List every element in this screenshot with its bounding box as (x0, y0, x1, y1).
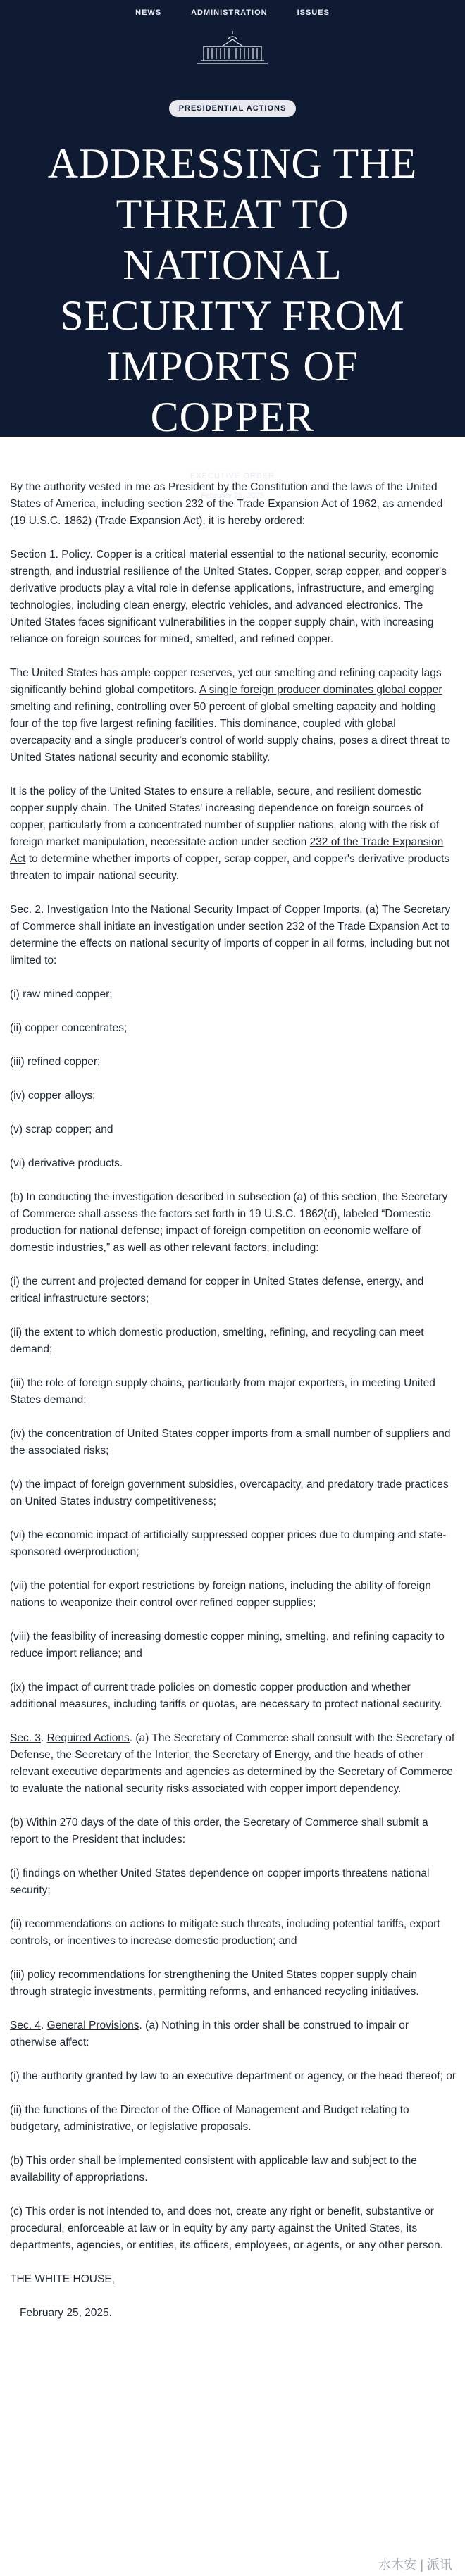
list-item: (ix) the impact of current trade policies on domestic copper production and whether additional measures, including tariffs or quotas, are necessary to protect national security. (10, 1681, 442, 1710)
nav-issues[interactable]: ISSUES (297, 8, 330, 17)
section-1: Section 1. Policy. Copper is a critical material essential to the national security, economic strength, and industrial resilience of the United States. Copper, scrap copper, and copper's derivative products play a vital role in defense applications, infrastructure, and emerging technologies, including clean energy, electric vehicles, and advanced electronics. The United States faces significant vulnerabilities in the copper supply chain, with increasing reliance on foreign sources for mined, smelted, and refined copper. (10, 549, 447, 645)
list-item: (ii) the functions of the Director of the Office of Management and Budget relating to budgetary, administrative, or legislative proposals. (10, 2104, 409, 2133)
list-item: (ii) recommendations on actions to mitigate such threats, including potential tariffs, export controls, or incentives to increase domestic production; and (10, 1918, 440, 1947)
paragraph-2: The United States has ample copper reserves, yet our smelting and refining capacity lags significantly behind global competitors. A single foreign producer dominates global copper smelting and refining, controlling over 50 percent of global smelting capacity and holding four of the top five largest refining facilities. This dominance, coupled with global overcapacity and a single producer's control of world supply chains, poses a direct threat to United States national security and economic stability. (10, 667, 451, 764)
publish-date: February 25, 2025 (201, 492, 264, 500)
section-4-b: (b) This order shall be implemented consistent with applicable law and subject to the availability of appropriations. (10, 2155, 417, 2184)
list-item: (v) scrap copper; and (10, 1124, 113, 1135)
list-item: (ii) copper concentrates; (10, 1022, 128, 1034)
nav-administration[interactable]: ADMINISTRATION (191, 8, 268, 17)
list-item: (v) the impact of foreign government subsidies, overcapacity, and predatory trade practices on United States industry competitiveness; (10, 1479, 449, 1507)
trade-act-link[interactable]: 232 of the Trade Expansion Act (10, 836, 444, 865)
list-item: (iv) the concentration of United States copper imports from a small number of suppliers and the associated risks; (10, 1428, 451, 1457)
document-type: EXECUTIVE ORDER (190, 472, 275, 480)
list-item: (iii) policy recommendations for strengthening the United States copper supply chain through strategic investments, permitting reforms, and enhanced recycling initiatives. (10, 1969, 419, 1998)
section-2: Sec. 2. Investigation Into the National Security Impact of Copper Imports. (a) The Secretary of Commerce shall initiate an investigation under section 232 of the Trade Expansion Act to determine the effects on national security of imports of copper in all forms, including but not limited to: (10, 904, 451, 966)
closing: THE WHITE HOUSE, (10, 2273, 115, 2285)
closing-date: February 25, 2025. (20, 2307, 112, 2319)
usc-link[interactable]: 19 U.S.C. 1862 (13, 515, 89, 527)
section-3: Sec. 3. Required Actions. (a) The Secretary of Commerce shall consult with the Secretary of Defense, the Secretary of the Interior, the Secretary of Energy, and the heads of other relevant executive departments and agencies as determined by the Secretary of Commerce to evaluate the national security risks associated with copper import dependency. (10, 1732, 455, 1795)
section-2-b: (b) In conducting the investigation described in subsection (a) of this section, the Secretary of Commerce shall assess the factors set forth in 19 U.S.C. 1862(d), labeled “Domestic production for national defense; impact of foreign competition on economic welfare of domestic industries,” as well as other relevant factors, including: (10, 1191, 448, 1254)
list-item: (ii) the extent to which domestic production, smelting, refining, and recycling can meet demand; (10, 1326, 424, 1355)
list-item: (i) the authority granted by law to an executive department or agency, or the head thereof; or (10, 2070, 456, 2082)
list-item: (iv) copper alloys; (10, 1090, 96, 1102)
white-house-logo-icon[interactable] (194, 31, 271, 66)
list-item: (vi) the economic impact of artificially suppressed copper prices due to dumping and state-sponsored overproduction; (10, 1529, 447, 1558)
top-nav (0, 0, 465, 17)
list-item: (vi) derivative products. (10, 1157, 123, 1169)
hero-banner (0, 0, 465, 500)
list-item: (i) raw mined copper; (10, 988, 113, 1000)
page-title: ADDRESSING THE THREAT TO NATIONAL SECURITY FROM IMPORTS OF COPPER (47, 140, 418, 440)
intro-paragraph: By the authority vested in me as President by the Constitution and the laws of the United States of America, including section 232 of the Trade Expansion Act of 1962, as amended (19 U.S.C. 1862) (Trade Expansion Act), it is hereby ordered: (10, 481, 443, 527)
source-link[interactable]: A single foreign producer dominates global copper smelting and refining, controlling over 50 percent of global smelting capacity and holding four of the top five largest refining facilities. (10, 684, 442, 730)
section-4-c: (c) This order is not intended to, and does not, create any right or benefit, substantive or procedural, enforceable at law or in equity by any party against the United States, its departments, agencies, or entities, its officers, employees, or agents, or any other person. (10, 2205, 443, 2251)
paragraph-3: It is the policy of the United States to ensure a reliable, secure, and resilient domestic copper supply chain. The United States' increasing dependence on foreign sources of copper, particularly from a concentrated number of supplier nations, along with the risk of foreign market manipulation, necessitate action under section 232 of the Trade Expansion Act to determine whether imports of copper, scrap copper, and copper's derivative products threaten to impair national security. (10, 785, 450, 882)
list-item: (iii) refined copper; (10, 1056, 101, 1068)
section-3-b: (b) Within 270 days of the date of this order, the Secretary of Commerce shall submit a report to the President that includes: (10, 1817, 428, 1846)
list-item: (viii) the feasibility of increasing domestic copper mining, smelting, and refining capacity to reduce import reliance; and (10, 1631, 445, 1660)
section-4: Sec. 4. General Provisions. (a) Nothing in this order shall be construed to impair or otherwise affect: (10, 2020, 409, 2048)
list-item: (vii) the potential for export restrictions by foreign nations, including the ability of foreign nations to weaponize their control over refined copper supplies; (10, 1580, 431, 1609)
category-badge[interactable]: PRESIDENTIAL ACTIONS (169, 100, 297, 117)
list-item: (iii) the role of foreign supply chains, particularly from major exporters, in meeting United States demand; (10, 1377, 435, 1406)
list-item: (i) the current and projected demand for copper in United States defense, energy, and critical infrastructure sectors; (10, 1276, 424, 1305)
nav-news[interactable]: NEWS (135, 8, 162, 17)
list-item: (i) findings on whether United States dependence on copper imports threatens national security; (10, 1867, 430, 1896)
order-body (0, 437, 465, 2322)
watermark: 水木安 | 派讯 (378, 2558, 452, 2572)
